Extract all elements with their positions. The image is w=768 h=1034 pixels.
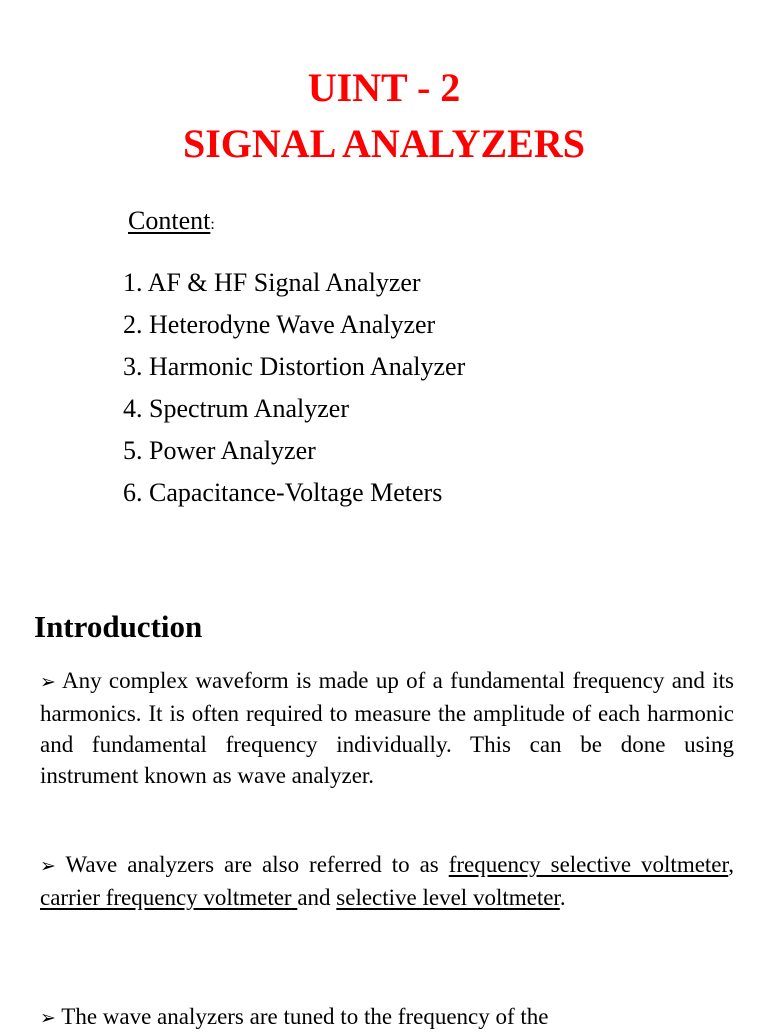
content-heading: [128, 205, 215, 241]
para2-end: .: [559, 885, 566, 910]
content-item-spectrum: 4. Spectrum Analyzer: [123, 394, 349, 423]
content-item-af-hf: 1. AF & HF Signal Analyzer: [123, 268, 421, 297]
para2-sep1: ,: [728, 852, 735, 877]
content-item-harmonic-distortion: 3. Harmonic Distortion Analyzer: [123, 352, 466, 381]
para2-lead: Wave analyzers are also referred to as: [65, 852, 439, 877]
content-item-heterodyne: 2. Heterodyne Wave Analyzer: [123, 310, 436, 339]
content-item-cv-meters: 6. Capacitance-Voltage Meters: [123, 478, 443, 507]
intro-paragraph-1-text: Any complex waveform is made up of a fundamental frequency and its harmonics. It is often required to measure the amplitude of each harmonic and fundamental frequency individually. This can be done using instrument known as wave analyzer.: [40, 668, 734, 788]
arrow-bullet-icon: ➢: [40, 1007, 56, 1029]
intro-paragraph-3: [40, 1001, 734, 1034]
term-selective-level-voltmeter: selective level voltmeter: [336, 885, 560, 910]
arrow-bullet-icon: ➢: [40, 855, 56, 877]
intro-paragraph-3-text: The wave analyzers are tuned to the frequency of the: [61, 1004, 549, 1029]
content-heading-label: Content: [128, 206, 211, 235]
term-carrier-frequency-voltmeter: carrier frequency voltmeter: [40, 885, 292, 910]
content-list: [123, 262, 465, 514]
unit-title: UINT - 2: [307, 65, 461, 110]
introduction-heading: Introduction: [34, 609, 203, 644]
content-heading-colon: :: [210, 216, 215, 233]
document-title: SIGNAL ANALYZERS: [182, 121, 585, 166]
intro-paragraph-2: [40, 849, 734, 913]
content-item-power: 5. Power Analyzer: [123, 436, 316, 465]
para2-sep2: and: [297, 885, 331, 910]
term-frequency-selective-voltmeter: frequency selective voltmeter: [448, 852, 729, 877]
arrow-bullet-icon: ➢: [40, 671, 56, 693]
intro-paragraph-1: [40, 665, 734, 791]
